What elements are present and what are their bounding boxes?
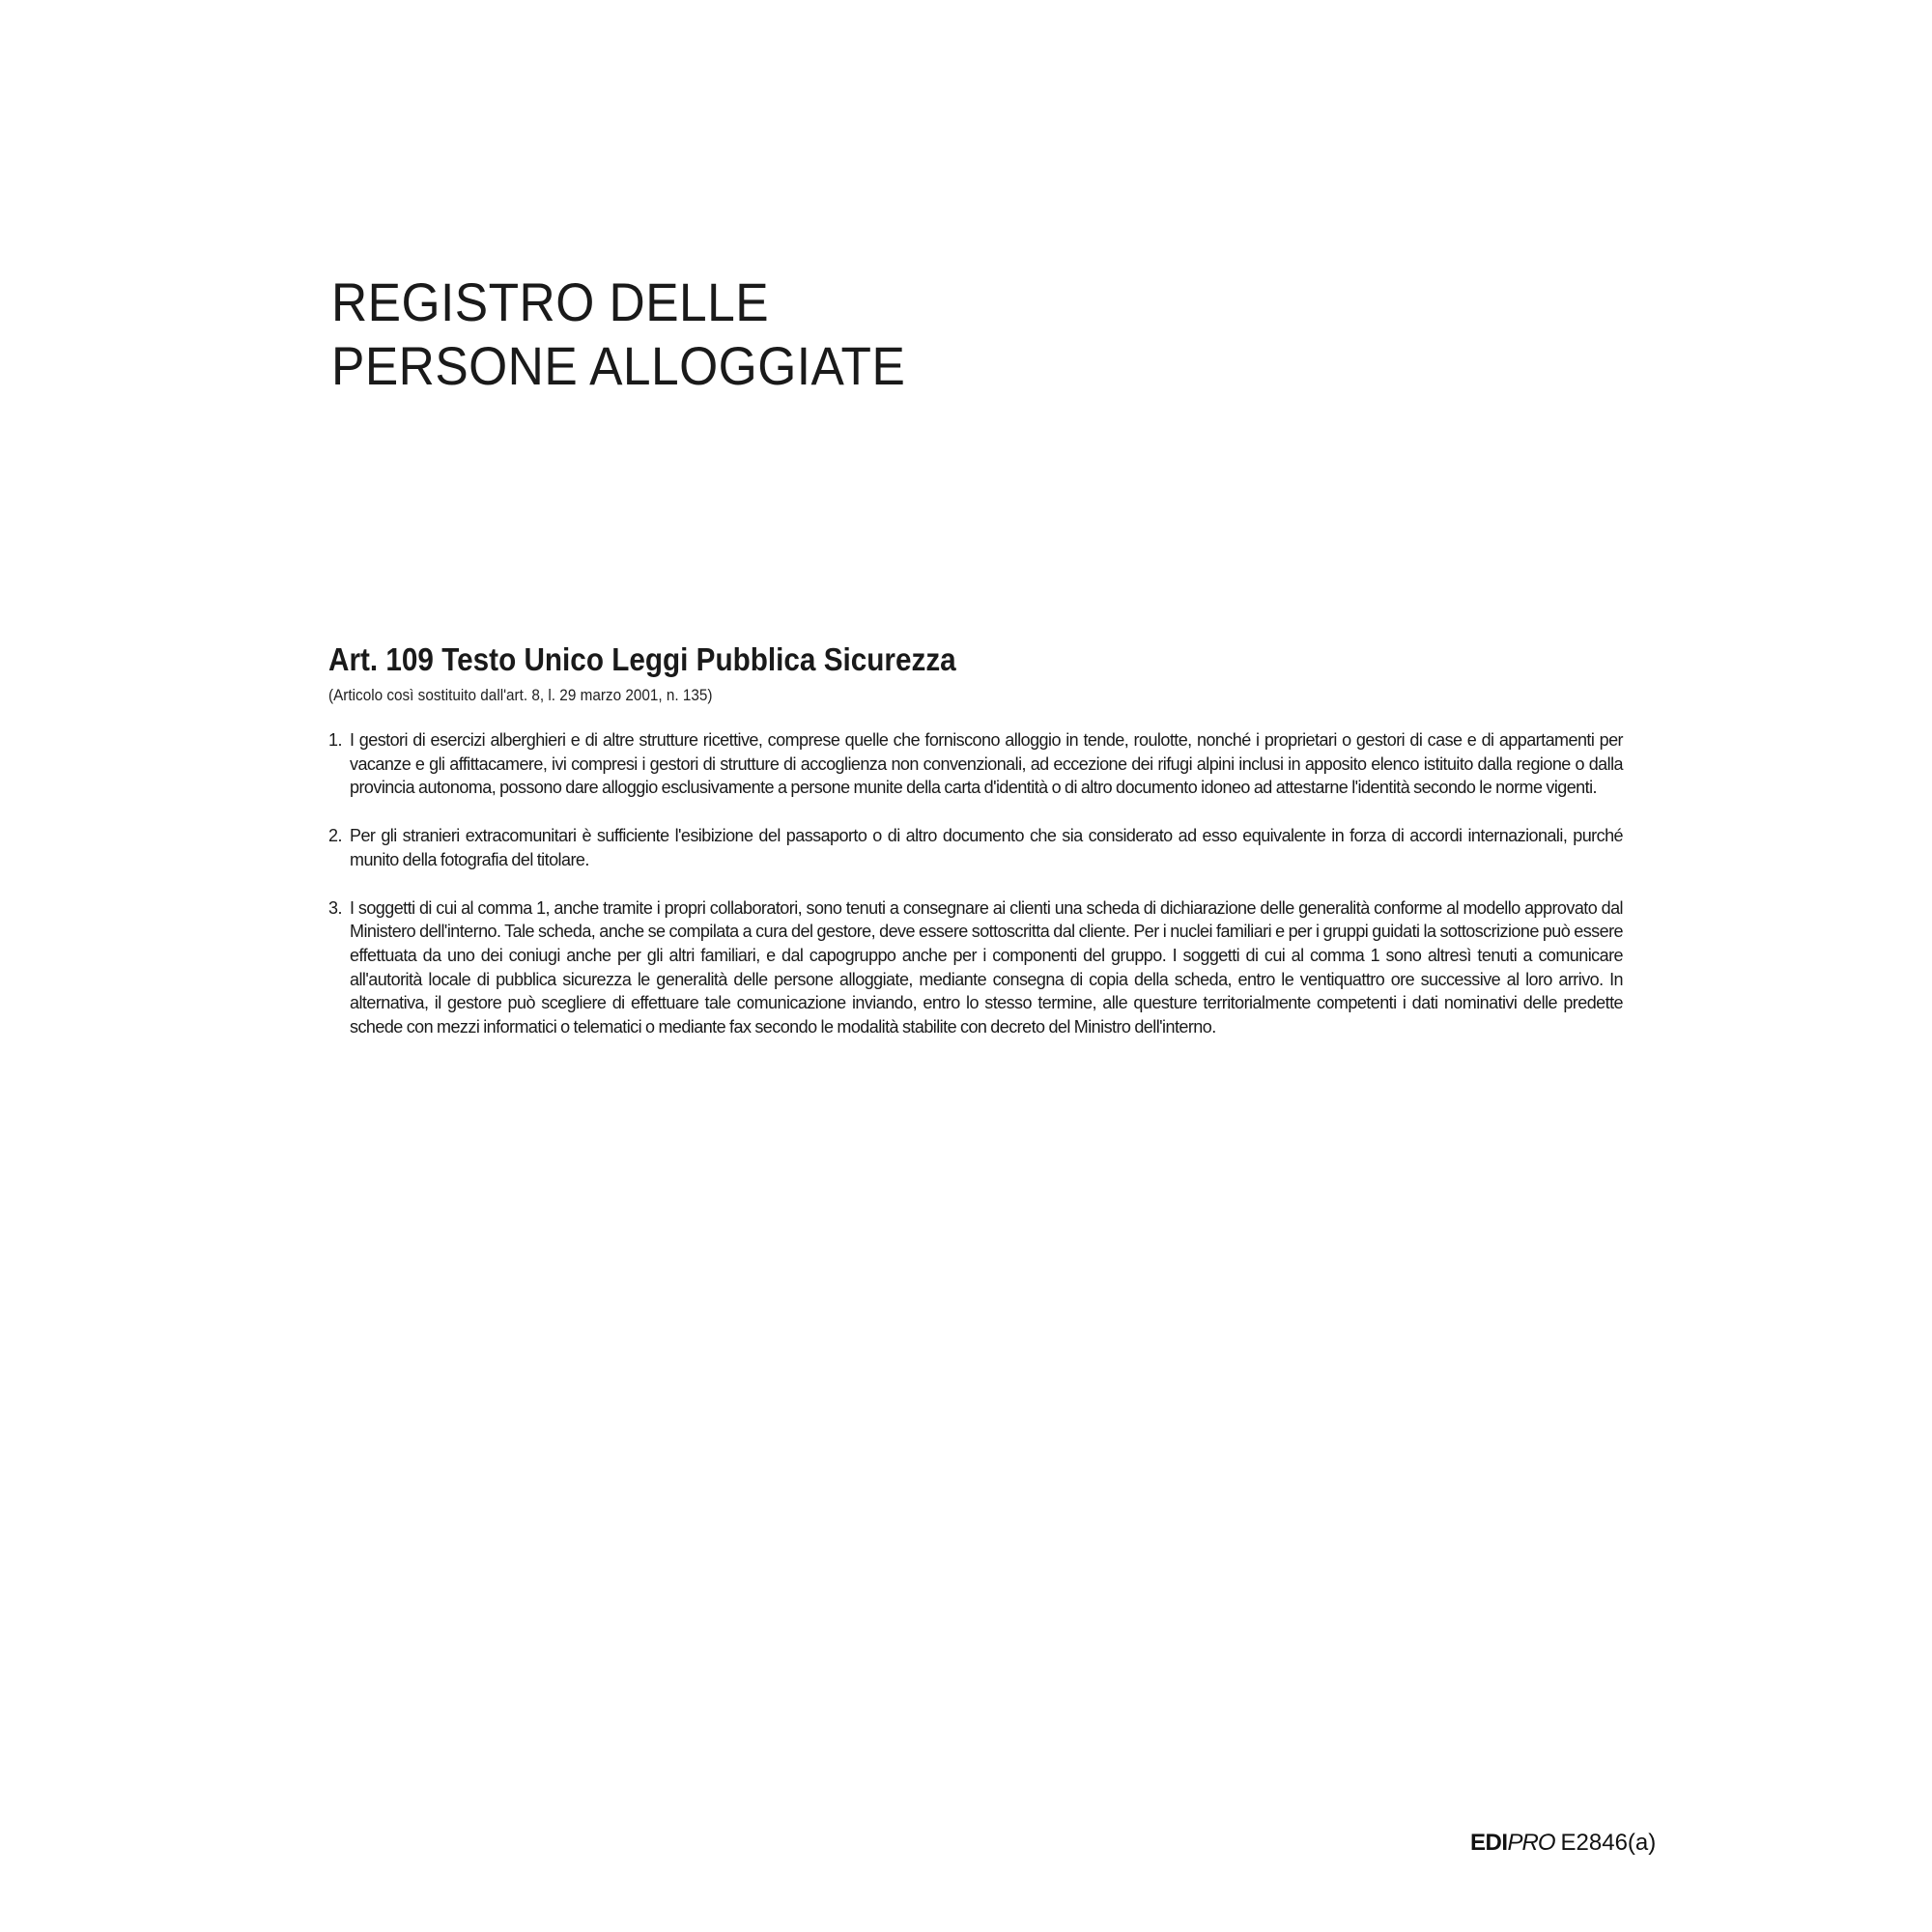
footer <box>1470 1830 1656 1857</box>
clause-text: I soggetti di cui al comma 1, anche tramite i propri collaboratori, sono tenuti a consegnare ai clienti una scheda di dichiarazione delle generalità conforme al modello approvato dal Ministero dell'interno. Tale scheda, anche se compilata a cura del gestore, deve essere sottoscritta dal cliente. Per i nuclei familiari e per i gruppi guidati la sottoscrizione può essere effettuata da uno dei coniugi anche per gli altri familiari, e dal capogruppo anche per i componenti del gruppo. I soggetti di cui al comma 1 sono altresì tenuti a comunicare all'autorità locale di pubblica sicurezza le generalità delle persone alloggiate, mediante consegna di copia della scheda, entro le ventiquattro ore successive al loro arrivo. In alternativa, il gestore può scegliere di effettuare tale comunicazione inviando, entro lo stesso termine, alle questure territorialmente competenti i dati nominativi delle predette schede con mezzi informatici o telematici o mediante fax secondo le modalità stabilite con decreto del Ministro dell'interno. <box>350 897 1623 1037</box>
article-note: (Articolo così sostituito dall'art. 8, l. 29 marzo 2001, n. 135) <box>328 686 713 704</box>
document-title-line-2: PERSONE ALLOGGIATE <box>331 335 906 396</box>
article-heading: Art. 109 Testo Unico Leggi Pubblica Sicurezza <box>328 641 956 677</box>
catalog-code: E2846(a) <box>1560 1830 1657 1856</box>
clause-text: Per gli stranieri extracomunitari è sufficiente l'esibizione del passaporto o di altro documento che sia considerato ad esso equivalente in forza di accordi internazionali, purché munito della fotografia del titolare. <box>350 826 1623 869</box>
clause-number: 1. <box>328 730 342 750</box>
clause-number: 2. <box>328 826 342 846</box>
clause-number: 3. <box>328 897 342 918</box>
publisher-logo <box>1470 1830 1555 1857</box>
clause-item <box>328 896 1623 1039</box>
clause-item <box>328 824 1623 871</box>
clause-text: I gestori di esercizi alberghieri e di altre strutture ricettive, comprese quelle che forniscono alloggio in tende, roulotte, nonché i proprietari o gestori di case e di appartamenti per vacanze e gli affittacamere, ivi compresi i gestori di strutture di accoglienza non convenzionali, ad eccezione dei rifugi alpini inclusi in apposito elenco istituito dalla regione o dalla provincia autonoma, possono dare alloggio esclusivamente a persone munite della carta d'identità o di altro documento idoneo ad attestarne l'identità secondo le norme vigenti. <box>350 730 1623 798</box>
publisher-logo-edi: EDI <box>1470 1830 1508 1856</box>
clause-item <box>328 728 1623 800</box>
article-section <box>328 639 1623 1064</box>
publisher-logo-pro: PRO <box>1507 1830 1555 1856</box>
clause-list <box>328 728 1623 1039</box>
document-title-line-1: REGISTRO DELLE <box>331 271 770 332</box>
document-title <box>331 270 905 398</box>
